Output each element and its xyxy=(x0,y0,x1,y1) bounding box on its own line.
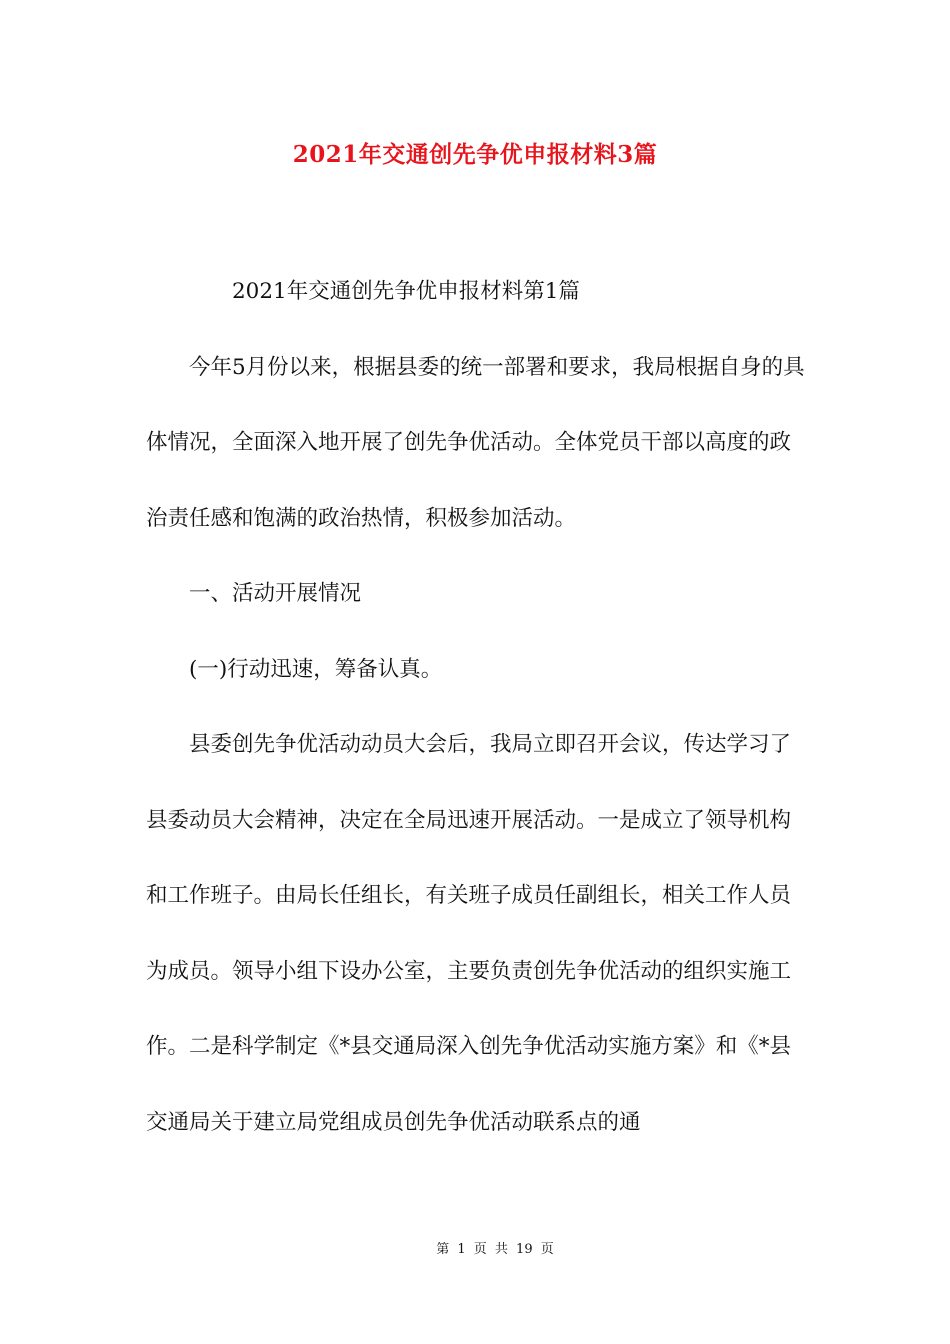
subsection-heading: (一)行动迅速，筹备认真。 xyxy=(189,656,443,682)
document-body xyxy=(146,254,810,1160)
page-number: 第 1 页 共 19 页 xyxy=(436,1242,554,1257)
section-heading: 一、活动开展情况 xyxy=(189,581,362,606)
paragraph-body: 县委创先争优活动动员大会后，我局立即召开会议，传达学习了县委动员大会精神，决定在全局迅速开展活动。一是成立了领导机构和工作班子。由局长任组长，有关班子成员任副组长，相关工作人员为成员。领导小组下设办公室，主要负责创先争优活动的组织实施工作。二是科学制定《*县交通局深入创先争优活动实施方案》和《*县交通局关于建立局党组成员创先争优活动联系点的通 xyxy=(146,732,792,1135)
paragraph-intro: 今年5月份以来，根据县委的统一部署和要求，我局根据自身的具体情况，全面深入地开展了创先争优活动。全体党员干部以高度的政治责任感和饱满的政治热情，积极参加活动。 xyxy=(146,354,805,531)
document-title: 2021年交通创先争优申报材料3篇 xyxy=(292,141,658,168)
section-subtitle: 2021年交通创先争优申报材料第1篇 xyxy=(232,279,580,304)
